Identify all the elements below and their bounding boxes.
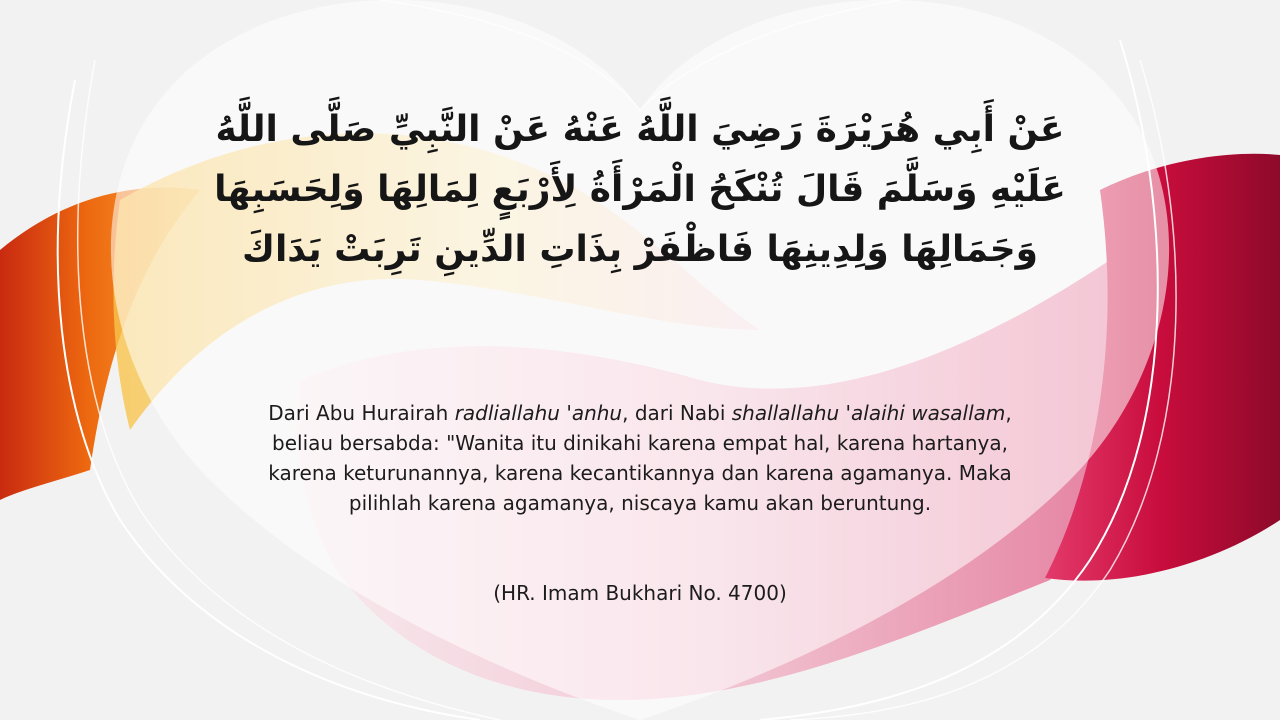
translation-italic-2: shallallahu 'alaihi wasallam [731,401,1006,425]
translation-part-3: , beliau bersabda: "Wanita itu dinikahi karena empat hal, karena hartanya, karena keturunannya, karena kecantikannya dan karena agamanya. Maka pilihlah karena agamanya, niscaya kamu akan beruntung. [268,401,1012,515]
translation-part-2: , dari Nabi [622,401,732,425]
hadith-source: (HR. Imam Bukhari No. 4700) [493,581,787,605]
hadith-translation [235,398,1045,518]
translation-part-1: Dari Abu Hurairah [268,401,455,425]
arabic-hadith-text: عَنْ أَبِي هُرَيْرَةَ رَضِيَ اللَّهُ عَنْهُ عَنْ النَّبِيِّ صَلَّى اللَّهُ عَلَيْهِ وَسَلَّمَ قَالَ تُنْكَحُ الْمَرْأَةُ لِأَرْبَعٍ لِمَالِهَا وَلِحَسَبِهَا وَجَمَالِهَا وَلِدِينِهَا فَاظْفَرْ بِذَاتِ الدِّينِ تَرِبَتْ يَدَاكَ [214,109,1066,270]
translation-italic-1: radliallahu 'anhu [454,401,623,425]
